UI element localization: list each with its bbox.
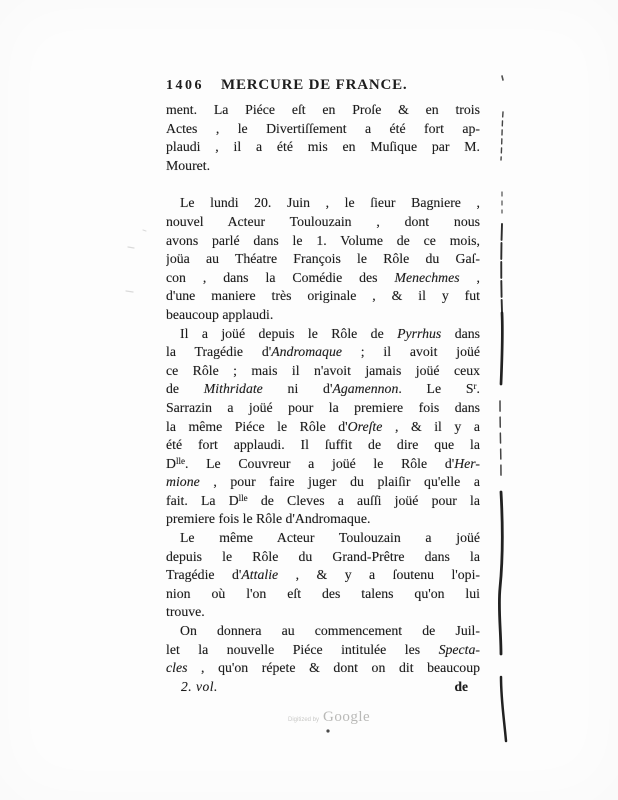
paragraph — [166, 101, 480, 175]
text-line — [166, 548, 480, 567]
paragraph — [166, 194, 480, 324]
text-line — [166, 287, 480, 306]
italic-text: Agamennon — [332, 381, 399, 397]
text-line — [166, 566, 480, 585]
italic-text: Andromaque — [271, 344, 342, 360]
text: de — [166, 381, 204, 397]
text: Actes , le Divertiſſement a été fort ap- — [166, 120, 480, 136]
italic-text: Attalie — [241, 567, 279, 583]
text: Mouret. — [166, 157, 211, 173]
watermark-prefix-label: Digitized by — [288, 717, 320, 723]
scan-smudge — [126, 291, 133, 292]
text-line — [166, 529, 480, 548]
text-line — [166, 120, 480, 139]
text-line — [166, 473, 480, 492]
text: trouve. — [166, 604, 205, 620]
scan-edge-mark — [501, 677, 506, 741]
text: Le même Acteur Toulouzain a joüé — [180, 530, 480, 546]
text: la même Piéce le Rôle d' — [166, 418, 348, 434]
text-line — [166, 250, 480, 269]
text-line — [166, 659, 480, 678]
scan-edge-mark — [502, 76, 503, 80]
text: beaucoup applaudi. — [166, 306, 274, 322]
volume-note: 2. vol. — [181, 679, 218, 694]
text-line — [166, 492, 480, 511]
text: ce Rôle ; mais il n'avoit jamais joüé ceux — [166, 362, 480, 378]
text: premiere fois le Rôle d'Andromaque. — [166, 511, 371, 527]
text: . Le S — [398, 381, 474, 397]
text: D — [166, 455, 176, 471]
text: nion où l'on eſt des talens qu'on lui — [166, 585, 480, 601]
text-line — [166, 622, 480, 641]
text-line — [166, 343, 480, 362]
paragraph — [166, 529, 480, 622]
scan-edge-mark — [501, 313, 502, 384]
text: ; il avoit joüé — [341, 344, 480, 360]
text: dans — [441, 325, 480, 341]
italic-text: Mithridate — [203, 381, 263, 397]
scan-smudge — [143, 230, 146, 231]
text-line — [166, 641, 480, 660]
superscript-text: lle — [238, 492, 248, 503]
italic-text: Specta- — [438, 641, 480, 657]
text-line — [166, 455, 480, 474]
italic-text: mione — [166, 474, 200, 490]
text-line — [166, 138, 480, 157]
text-line — [166, 269, 480, 288]
text-line — [166, 101, 480, 120]
text: joüa au Théatre François le Rôle du Gaſ- — [166, 251, 480, 267]
running-title: MERCURE DE FRANCE. — [221, 77, 408, 93]
text: . Le Couvreur a joüé le Rôle d' — [184, 455, 455, 471]
text-line — [166, 436, 480, 455]
text: de Cleves a auſſi joüé pour la — [247, 492, 480, 508]
text: Il a joüé depuis le Rôle de — [180, 325, 398, 341]
text-block — [166, 101, 480, 678]
text: , — [459, 269, 480, 285]
page-header — [166, 77, 482, 94]
text-line — [166, 399, 480, 418]
google-watermark — [288, 709, 370, 726]
text-line — [166, 380, 480, 399]
scan-edge-mark — [499, 492, 502, 654]
catchword: de — [454, 679, 468, 694]
text-line — [166, 213, 480, 232]
page-footer — [166, 679, 480, 695]
text: , & il y a — [382, 418, 480, 434]
scan-edge-mark — [501, 224, 502, 312]
text-line — [166, 362, 480, 381]
paragraph — [166, 325, 480, 530]
text: On donnera au commencement de Juil- — [180, 623, 480, 639]
scan-smudge — [128, 247, 134, 248]
superscript-text: lle — [175, 455, 185, 466]
text: Le lundi 20. Juin , le ſieur Bagniere , — [180, 195, 480, 211]
text: Tragédie d' — [166, 567, 242, 583]
text: la Tragédie d' — [166, 344, 272, 360]
italic-text: Pyrrhus — [397, 325, 442, 341]
italic-text: Her- — [454, 455, 480, 471]
text-line — [166, 157, 480, 176]
watermark-brand-label: Google — [323, 709, 371, 725]
page-number: 1406 — [166, 78, 204, 93]
scan-edge-mark — [501, 112, 503, 160]
text: nouvel Acteur Toulouzain , dont nous — [166, 213, 480, 229]
text: ni d' — [262, 381, 333, 397]
text-line — [166, 585, 480, 604]
text-line — [166, 418, 480, 437]
italic-text: Oreſte — [347, 418, 383, 434]
text: été fort applaudi. Il ſuffit de dire que la — [166, 437, 480, 453]
ink-dot — [326, 729, 329, 732]
text-line — [166, 232, 480, 251]
paragraph — [166, 622, 480, 678]
text: ment. La Piéce eſt en Proſe & en trois — [166, 102, 480, 117]
text-line — [166, 510, 480, 529]
text: , pour faire juger du plaiſir qu'elle a — [199, 474, 480, 490]
superscript-text: r — [473, 381, 477, 392]
text: , & y a ſoutenu l'opi- — [278, 567, 480, 583]
text: , qu'on répete & dont on dit beaucoup — [187, 660, 480, 676]
text-line — [166, 306, 480, 325]
scan-edge-mark — [500, 401, 501, 479]
text: avons parlé dans le 1. Volume de ce mois, — [166, 232, 480, 248]
text: d'une maniere très originale , & il y fut — [166, 288, 480, 304]
text: plaudi , il a été mis en Muſique par M. — [166, 139, 480, 155]
text: Sarrazin a joüé pour la premiere fois dans — [166, 399, 480, 415]
text: con , dans la Comédie des — [166, 269, 395, 285]
text-line — [166, 194, 480, 213]
text: . — [476, 381, 480, 397]
text: depuis le Rôle du Grand-Prêtre dans la — [166, 548, 480, 564]
italic-text: Menechmes — [394, 269, 460, 285]
text-line — [166, 325, 480, 344]
text: fait. La D — [166, 492, 239, 508]
text: let la nouvelle Piéce intitulée les — [166, 641, 439, 657]
text-line — [166, 603, 480, 622]
italic-text: cles — [166, 660, 188, 676]
